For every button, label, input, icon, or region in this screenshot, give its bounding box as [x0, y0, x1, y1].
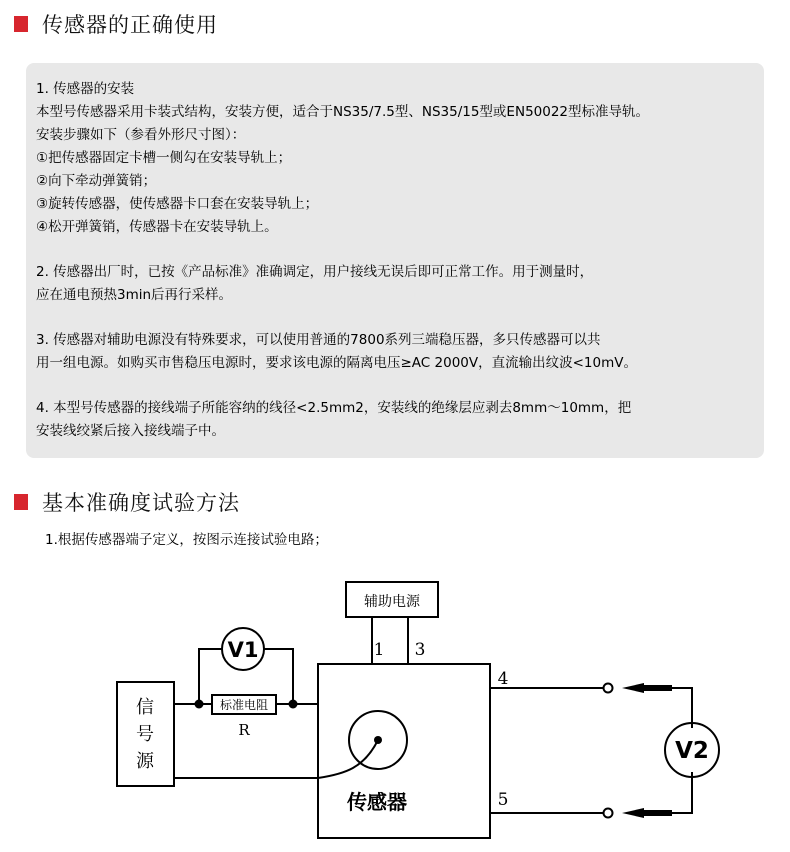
- section-title: 传感器的正确使用: [42, 13, 218, 37]
- test-circuit-diagram: [0, 560, 790, 852]
- note-line: 用一组电源。如购买市售稳压电源时，要求该电源的隔离电压≥AC 2000V，直流输出纹波<10mV。: [36, 355, 637, 371]
- section-marker: [14, 16, 28, 32]
- voltmeter-v1-label: V1: [227, 638, 259, 662]
- note-line: 1. 传感器的安装: [36, 81, 135, 97]
- note-line: 2. 传感器出厂时，已按《产品标准》准确调定，用户接线无误后即可正常工作。用于测量时，: [36, 264, 594, 280]
- section-header-usage: [14, 9, 218, 39]
- terminal-4-label: 4: [497, 669, 509, 689]
- note-line: ①把传感器固定卡槽一侧勾在安装导轨上；: [36, 150, 292, 166]
- resistor-label: 标准电阻: [219, 698, 269, 712]
- note-line: ②向下牵动弹簧销；: [36, 173, 157, 189]
- voltmeter-v2-label: V2: [675, 738, 709, 764]
- note-line: ③旋转传感器，使传感器卡口套在安装导轨上；: [36, 196, 319, 212]
- signal-source-char: 号: [136, 724, 154, 745]
- output-terminal-5: [604, 809, 613, 818]
- section-marker: [14, 494, 28, 510]
- note-line: 安装步骤如下（参看外形尺寸图）：: [36, 127, 246, 143]
- step-text: 1.根据传感器端子定义，按图示连接试验电路；: [45, 532, 328, 548]
- sensor-label: 传感器: [347, 790, 407, 814]
- signal-source-char: 源: [136, 751, 154, 772]
- section-title: 基本准确度试验方法: [42, 491, 240, 515]
- note-line: ④松开弹簧销，传感器卡在安装导轨上。: [36, 219, 278, 235]
- note-line: 应在通电预热3min后再行采样。: [36, 287, 233, 303]
- aux-power-label: 辅助电源: [364, 594, 420, 610]
- note-line: 4. 本型号传感器的接线端子所能容纳的线径<2.5mm2，安装线的绝缘层应剥去8mm～10mm，把: [36, 400, 632, 416]
- output-terminal-4: [604, 684, 613, 693]
- probe-tip-icon: [622, 808, 644, 818]
- note-line: 本型号传感器采用卡装式结构，安装方便，适合于NS35/7.5型、NS35/15型或EN50022型标准导轨。: [36, 104, 650, 120]
- resistor-symbol: R: [238, 721, 250, 739]
- terminal-3-label: 3: [414, 640, 426, 660]
- terminal-5-label: 5: [497, 790, 509, 810]
- probe-tip-icon: [622, 683, 644, 693]
- note-line: 安装线绞紧后接入接线端子中。: [36, 423, 225, 439]
- signal-source-char: 信: [136, 697, 154, 718]
- note-line: 3. 传感器对辅助电源没有特殊要求，可以使用普通的7800系列三端稳压器，多只传感器可以共: [36, 332, 601, 348]
- terminal-1-label: 1: [373, 640, 385, 660]
- usage-notes-box: [26, 63, 764, 458]
- section-header-test-method: [14, 487, 240, 517]
